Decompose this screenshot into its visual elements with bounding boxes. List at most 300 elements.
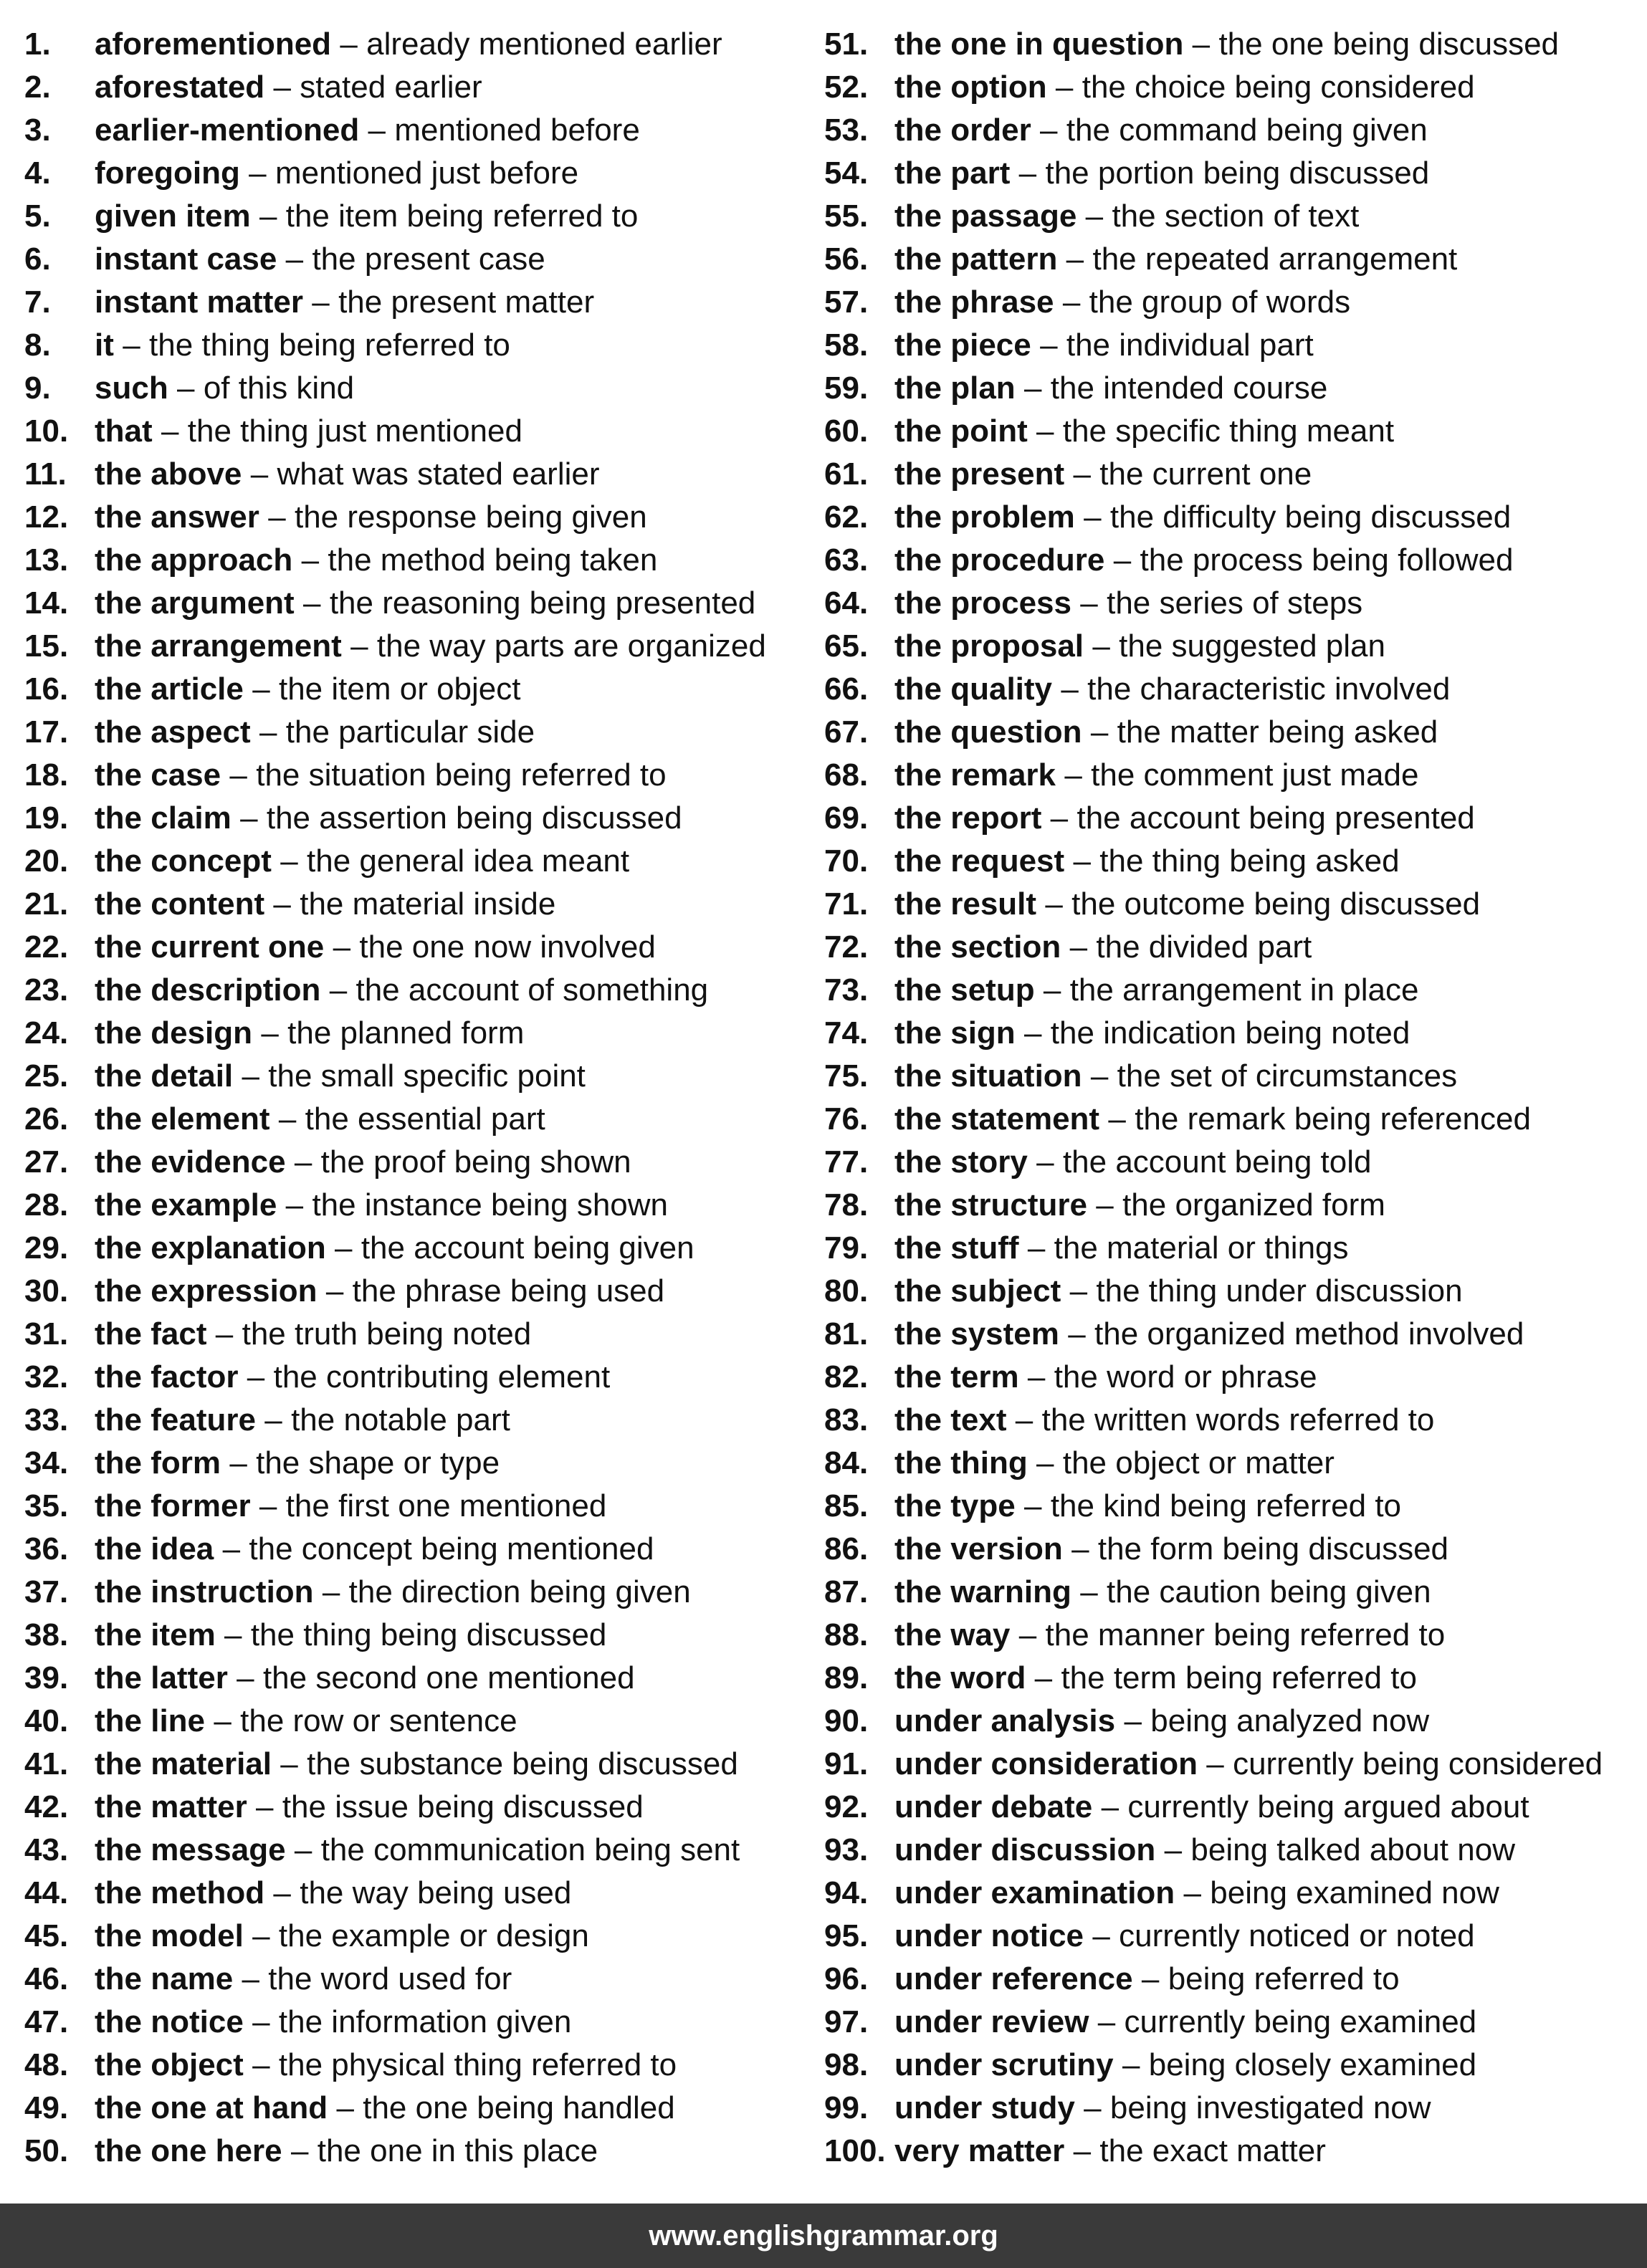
list-item (824, 1872, 1641, 1915)
list-item (24, 238, 813, 281)
item-number: 1. (24, 27, 51, 62)
item-term: the story (894, 1144, 1028, 1180)
item-term: it (95, 327, 114, 363)
item-number: 3. (24, 113, 51, 148)
list-item (824, 582, 1641, 625)
item-number: 49. (24, 2090, 69, 2125)
item-definition: the organized form (1122, 1187, 1385, 1222)
list-item (824, 1141, 1641, 1184)
list-item (24, 281, 813, 324)
item-separator: – (1092, 628, 1110, 664)
list-item (824, 1743, 1641, 1786)
item-separator: – (259, 198, 277, 234)
footer-url: www.englishgrammar.org (649, 2219, 998, 2252)
list-item (24, 1227, 813, 1270)
word-list-column-left (24, 23, 813, 2173)
item-separator: – (1024, 1488, 1042, 1523)
item-number: 100. (824, 2133, 886, 2168)
list-item (824, 1915, 1641, 1958)
item-definition: the arrangement in place (1069, 972, 1419, 1008)
item-term: the factor (95, 1359, 239, 1394)
item-term: the message (95, 1832, 286, 1867)
item-separator: – (252, 1918, 270, 1953)
item-definition: the present case (312, 241, 545, 277)
item-separator: – (1124, 1703, 1142, 1738)
item-number: 48. (24, 2047, 69, 2082)
list-item (24, 2087, 813, 2130)
list-item (824, 1485, 1641, 1528)
footer-bar (0, 2204, 1647, 2268)
item-separator: – (350, 628, 368, 664)
list-item (824, 754, 1641, 797)
item-separator: – (247, 1359, 265, 1394)
item-definition: the account being told (1062, 1144, 1372, 1180)
item-separator: – (240, 800, 258, 836)
item-term: under study (894, 2090, 1075, 2125)
item-definition: the contributing element (273, 1359, 611, 1394)
item-term: the approach (95, 542, 293, 578)
item-number: 58. (824, 327, 869, 363)
list-item (824, 883, 1641, 926)
item-separator: – (1164, 1832, 1183, 1867)
item-separator: – (1018, 155, 1037, 191)
item-number: 36. (24, 1531, 69, 1566)
item-term: the design (95, 1015, 253, 1051)
item-definition: the method being taken (328, 542, 658, 578)
item-number: 24. (24, 1015, 69, 1051)
item-term: the part (894, 155, 1011, 191)
item-number: 69. (824, 800, 869, 836)
list-item (24, 1786, 813, 1829)
item-definition: the group of words (1089, 284, 1351, 320)
item-term: the one at hand (95, 2090, 328, 2125)
item-term: the request (894, 843, 1065, 879)
item-definition: the assertion being discussed (266, 800, 682, 836)
item-number: 38. (24, 1617, 69, 1652)
item-separator: – (256, 1789, 274, 1824)
item-number: 61. (824, 456, 869, 492)
item-number: 37. (24, 1574, 69, 1609)
word-list-column-right (824, 23, 1641, 2173)
item-number: 91. (824, 1746, 869, 1781)
item-definition: the thing under discussion (1096, 1273, 1463, 1308)
item-number: 57. (824, 284, 869, 320)
item-separator: – (242, 1058, 259, 1094)
item-separator: – (280, 843, 298, 879)
item-separator: – (1113, 542, 1132, 578)
item-separator: – (273, 70, 291, 105)
item-number: 21. (24, 886, 69, 922)
item-separator: – (1068, 1316, 1086, 1351)
list-item (24, 195, 813, 238)
item-term: the notice (95, 2004, 244, 2039)
item-separator: – (1036, 413, 1054, 449)
item-term: very matter (894, 2133, 1065, 2168)
item-definition: the object or matter (1062, 1445, 1335, 1480)
list-item (24, 66, 813, 109)
list-item (824, 109, 1641, 152)
item-separator: – (1018, 1617, 1037, 1652)
item-term: the detail (95, 1058, 234, 1094)
item-number: 51. (824, 27, 869, 62)
item-number: 22. (24, 929, 69, 965)
list-item (824, 1657, 1641, 1700)
item-definition: the current one (1099, 456, 1312, 492)
item-number: 18. (24, 757, 69, 793)
list-item (824, 1958, 1641, 2001)
item-separator: – (224, 1617, 242, 1652)
item-term: the thing (894, 1445, 1028, 1480)
item-separator: – (285, 1187, 304, 1222)
item-definition: the specific thing meant (1062, 413, 1395, 449)
item-number: 67. (824, 714, 869, 750)
item-number: 29. (24, 1230, 69, 1265)
item-separator: – (1055, 70, 1074, 105)
item-definition: the repeated arrangement (1092, 241, 1458, 277)
item-number: 52. (824, 70, 869, 105)
item-separator: – (268, 499, 286, 535)
item-term: the stuff (894, 1230, 1019, 1265)
item-separator: – (1101, 1789, 1120, 1824)
item-number: 89. (824, 1660, 869, 1695)
item-term: the current one (95, 929, 325, 965)
list-item (824, 2044, 1641, 2087)
list-item (824, 840, 1641, 883)
item-definition: the remark being referenced (1135, 1101, 1531, 1137)
item-definition: the form being discussed (1097, 1531, 1449, 1566)
item-definition: the material or things (1054, 1230, 1349, 1265)
item-number: 50. (24, 2133, 69, 2168)
item-term: the case (95, 757, 221, 793)
item-separator: – (1085, 198, 1104, 234)
item-definition: the information given (278, 2004, 572, 2039)
list-item (824, 1012, 1641, 1055)
item-definition: the shape or type (256, 1445, 500, 1480)
item-definition: the characteristic involved (1087, 671, 1451, 707)
item-number: 99. (824, 2090, 869, 2125)
item-separator: – (229, 757, 247, 793)
list-item (824, 668, 1641, 711)
list-item (24, 668, 813, 711)
item-number: 54. (824, 155, 869, 191)
item-term: under discussion (894, 1832, 1156, 1867)
item-separator: – (261, 1015, 279, 1051)
item-number: 93. (824, 1832, 869, 1867)
item-definition: the small specific point (268, 1058, 586, 1094)
item-term: such (95, 370, 168, 406)
item-separator: – (301, 542, 320, 578)
item-number: 25. (24, 1058, 69, 1094)
item-term: the type (894, 1488, 1016, 1523)
item-definition: of this kind (203, 370, 355, 406)
list-item (824, 926, 1641, 969)
item-separator: – (222, 1531, 241, 1566)
item-term: the situation (894, 1058, 1082, 1094)
list-item (824, 1442, 1641, 1485)
item-definition: the item being referred to (285, 198, 639, 234)
item-number: 5. (24, 198, 51, 234)
item-definition: the thing being discussed (250, 1617, 607, 1652)
item-definition: the series of steps (1107, 585, 1363, 621)
item-separator: – (1090, 714, 1109, 750)
item-definition: the account being presented (1076, 800, 1475, 836)
item-number: 60. (824, 413, 869, 449)
item-term: under review (894, 2004, 1089, 2039)
item-definition: the planned form (287, 1015, 525, 1051)
item-definition: the one now involved (359, 929, 656, 965)
item-definition: the substance being discussed (307, 1746, 738, 1781)
item-term: aforestated (95, 70, 265, 105)
list-item (24, 1055, 813, 1098)
list-item (824, 195, 1641, 238)
item-definition: the thing being referred to (149, 327, 510, 363)
item-number: 35. (24, 1488, 69, 1523)
item-separator: – (1183, 1875, 1201, 1910)
item-term: the feature (95, 1402, 256, 1437)
list-item (824, 625, 1641, 668)
list-item (24, 1399, 813, 1442)
item-number: 17. (24, 714, 69, 750)
item-separator: – (1069, 929, 1088, 965)
item-separator: – (1080, 1574, 1098, 1609)
item-term: the pattern (894, 241, 1058, 277)
item-term: instant case (95, 241, 277, 277)
item-definition: already mentioned earlier (366, 27, 722, 62)
item-definition: the second one mentioned (262, 1660, 635, 1695)
item-separator: – (335, 1230, 353, 1265)
item-term: the article (95, 671, 244, 707)
item-separator: – (1036, 1144, 1054, 1180)
item-separator: – (303, 585, 321, 621)
item-definition: currently being examined (1124, 2004, 1477, 2039)
item-term: foregoing (95, 155, 240, 191)
item-term: the result (894, 886, 1037, 922)
item-number: 30. (24, 1273, 69, 1308)
list-item (824, 1227, 1641, 1270)
item-separator: – (1097, 2004, 1116, 2039)
item-definition: the suggested plan (1119, 628, 1385, 664)
item-term: the report (894, 800, 1042, 836)
item-term: the line (95, 1703, 206, 1738)
item-definition: the particular side (285, 714, 535, 750)
item-term: the proposal (894, 628, 1084, 664)
item-term: the instruction (95, 1574, 314, 1609)
item-definition: being referred to (1168, 1961, 1400, 1996)
item-definition: the account of something (355, 972, 709, 1008)
item-number: 31. (24, 1316, 69, 1351)
list-item (824, 1700, 1641, 1743)
item-separator: – (1040, 113, 1058, 148)
item-definition: the choice being considered (1082, 70, 1475, 105)
item-term: under analysis (894, 1703, 1116, 1738)
item-separator: – (273, 886, 291, 922)
list-item (24, 1571, 813, 1614)
item-separator: – (1090, 1058, 1109, 1094)
list-item (24, 1829, 813, 1872)
list-item (824, 2130, 1641, 2173)
list-item (24, 625, 813, 668)
item-term: under scrutiny (894, 2047, 1114, 2082)
item-definition: the row or sentence (240, 1703, 517, 1738)
item-number: 83. (824, 1402, 869, 1437)
list-item (24, 2001, 813, 2044)
item-term: the example (95, 1187, 277, 1222)
item-definition: the material inside (300, 886, 556, 922)
item-definition: the word used for (268, 1961, 512, 1996)
item-definition: being closely examined (1148, 2047, 1477, 2082)
item-definition: the organized method involved (1094, 1316, 1524, 1351)
item-number: 94. (824, 1875, 869, 1910)
list-item (824, 453, 1641, 496)
item-number: 88. (824, 1617, 869, 1652)
item-term: aforementioned (95, 27, 332, 62)
item-number: 74. (824, 1015, 869, 1051)
item-definition: the response being given (294, 499, 647, 535)
item-definition: the notable part (291, 1402, 510, 1437)
list-item (24, 1915, 813, 1958)
item-definition: currently being argued about (1127, 1789, 1529, 1824)
item-number: 72. (824, 929, 869, 965)
item-separator: – (161, 413, 179, 449)
item-separator: – (229, 1445, 247, 1480)
list-item (24, 152, 813, 195)
list-item (24, 1442, 813, 1485)
item-separator: – (1036, 1445, 1054, 1480)
item-number: 43. (24, 1832, 69, 1867)
item-separator: – (1108, 1101, 1126, 1137)
item-term: the section (894, 929, 1061, 965)
list-item (24, 539, 813, 582)
item-term: the concept (95, 843, 272, 879)
item-definition: the portion being discussed (1045, 155, 1430, 191)
item-separator: – (1141, 1961, 1160, 1996)
item-number: 44. (24, 1875, 69, 1910)
item-separator: – (294, 1144, 312, 1180)
list-item (24, 1012, 813, 1055)
item-definition: the matter being asked (1117, 714, 1438, 750)
item-term: the matter (95, 1789, 247, 1824)
item-term: the content (95, 886, 265, 922)
item-number: 40. (24, 1703, 69, 1738)
item-number: 68. (824, 757, 869, 793)
item-term: the present (894, 456, 1065, 492)
item-number: 70. (824, 843, 869, 879)
item-separator: – (322, 1574, 340, 1609)
item-term: the version (894, 1531, 1063, 1566)
item-definition: the intended course (1050, 370, 1328, 406)
item-definition: the issue being discussed (282, 1789, 644, 1824)
item-term: under consideration (894, 1746, 1198, 1781)
list-item (824, 1313, 1641, 1356)
item-term: the above (95, 456, 242, 492)
list-item (24, 1700, 813, 1743)
item-term: the evidence (95, 1144, 286, 1180)
item-number: 63. (824, 542, 869, 578)
item-number: 56. (824, 241, 869, 277)
item-number: 8. (24, 327, 51, 363)
item-definition: the one in this place (317, 2133, 598, 2168)
item-definition: the account being given (361, 1230, 694, 1265)
list-item (24, 1313, 813, 1356)
item-separator: – (1027, 1230, 1046, 1265)
list-item (24, 1141, 813, 1184)
item-number: 41. (24, 1746, 69, 1781)
item-term: the word (894, 1660, 1026, 1695)
item-number: 87. (824, 1574, 869, 1609)
list-item (24, 1614, 813, 1657)
item-number: 19. (24, 800, 69, 836)
item-term: the one here (95, 2133, 282, 2168)
item-number: 71. (824, 886, 869, 922)
item-number: 34. (24, 1445, 69, 1480)
item-number: 32. (24, 1359, 69, 1394)
item-term: the aspect (95, 714, 251, 750)
list-item (24, 1872, 813, 1915)
item-term: the sign (894, 1015, 1016, 1051)
item-definition: the comment just made (1091, 757, 1419, 793)
item-definition: mentioned before (394, 113, 640, 148)
item-definition: the phrase being used (352, 1273, 665, 1308)
item-separator: – (1080, 585, 1098, 621)
item-number: 39. (24, 1660, 69, 1695)
item-definition: the item or object (278, 671, 521, 707)
item-separator: – (1045, 886, 1063, 922)
item-separator: – (1084, 499, 1102, 535)
item-definition: the way being used (300, 1875, 572, 1910)
item-number: 79. (824, 1230, 869, 1265)
item-number: 59. (824, 370, 869, 406)
item-term: the system (894, 1316, 1059, 1351)
item-definition: the section of text (1112, 198, 1360, 234)
list-item (24, 2044, 813, 2087)
item-definition: the direction being given (348, 1574, 691, 1609)
item-term: the item (95, 1617, 216, 1652)
item-term: the way (894, 1617, 1011, 1652)
item-term: the process (894, 585, 1071, 621)
list-item (24, 453, 813, 496)
item-term: the quality (894, 671, 1053, 707)
list-item (824, 410, 1641, 453)
item-number: 6. (24, 241, 51, 277)
item-number: 11. (24, 456, 67, 492)
item-number: 81. (824, 1316, 869, 1351)
item-number: 66. (824, 671, 869, 707)
item-definition: the difficulty being discussed (1109, 499, 1512, 535)
list-item (824, 1614, 1641, 1657)
item-term: the claim (95, 800, 231, 836)
item-term: the answer (95, 499, 259, 535)
item-definition: the indication being noted (1050, 1015, 1410, 1051)
item-term: that (95, 413, 153, 449)
item-definition: the individual part (1066, 327, 1314, 363)
item-separator: – (1064, 757, 1082, 793)
item-term: the question (894, 714, 1082, 750)
list-item (24, 711, 813, 754)
list-item (824, 281, 1641, 324)
item-term: the object (95, 2047, 244, 2082)
list-item (24, 840, 813, 883)
item-term: the argument (95, 585, 295, 621)
item-definition: the proof being shown (320, 1144, 631, 1180)
item-number: 82. (824, 1359, 869, 1394)
item-number: 45. (24, 1918, 69, 1953)
item-separator: – (273, 1875, 291, 1910)
item-definition: the outcome being discussed (1071, 886, 1481, 922)
item-definition: the way parts are organized (376, 628, 766, 664)
list-item (24, 1184, 813, 1227)
item-number: 15. (24, 628, 69, 664)
item-number: 64. (824, 585, 869, 621)
